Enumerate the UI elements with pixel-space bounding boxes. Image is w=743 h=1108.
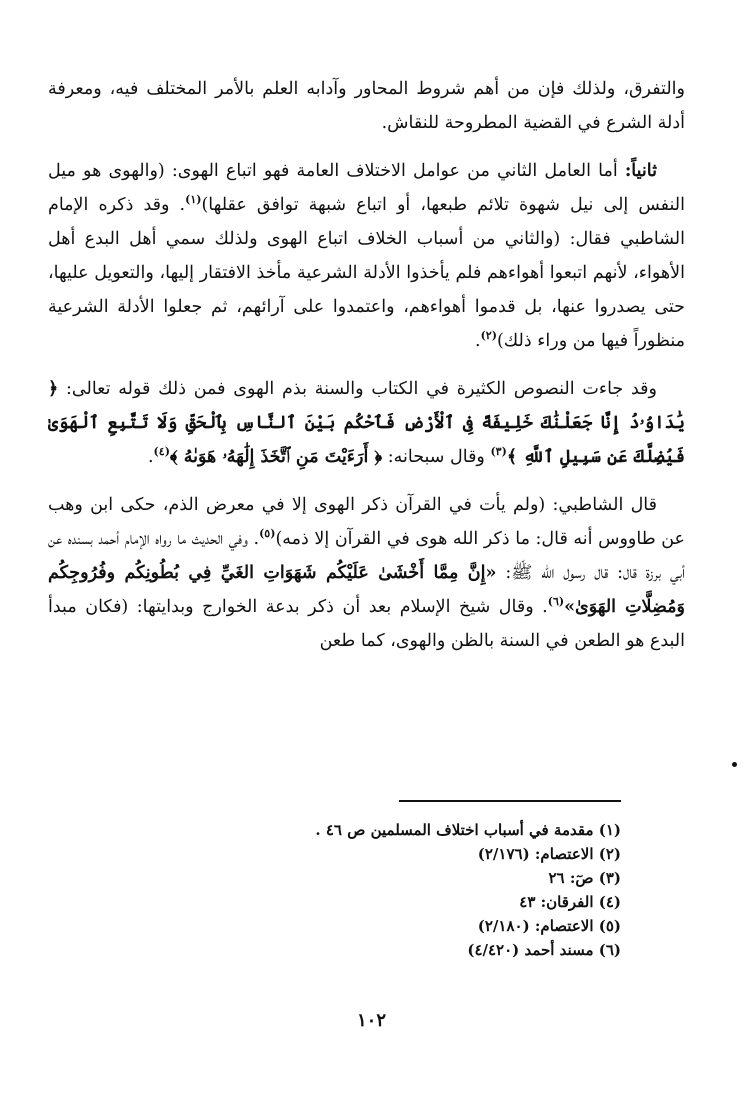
paragraph-3-text-2: وقال سبحانه: (382, 447, 491, 467)
footnote-ref-2[interactable]: (٢) (480, 329, 497, 343)
footnote-4: (٤) الفرقان: ٤٣ (519, 893, 621, 911)
footnote-5: (٥) الاعتصام: (٢/١٨٠) (477, 917, 621, 935)
paragraph-2 (48, 154, 685, 358)
footnote-1: (١) مقدمة في أسباب اختلاف المسلمين ص ٤٦ . (315, 821, 621, 839)
footnote-6: (٦) مسند أحمد (٤/٤٢٠) (467, 941, 621, 959)
section-heading-second: ثانياً: (624, 161, 657, 181)
paragraph-3-text-1: وقد جاءت النصوص الكثيرة في الكتاب والسنة بذم الهوى فمن ذلك قوله تعالى: (58, 379, 657, 399)
paragraph-2-end: . (475, 331, 481, 351)
paragraph-2-text-1: أما العامل الثاني من عوامل الاختلاف العامة فهو اتباع الهوى: (والهوى هو ميل النفس إلى نيل شهوة تلائم طبعها، أو اتباع شبهة توافق عقلها) (48, 161, 685, 215)
paragraph-4-text-3: . وقال شيخ الإسلام بعد أن ذكر بدعة الخوارج وبدايتها: (فكان مبدأ البدع هو الطعن في السنة بالظن والهوى، كما طعن (48, 597, 685, 651)
margin-dot (732, 762, 737, 767)
paragraph-3-end: . (147, 447, 154, 467)
footnote-divider (399, 800, 621, 802)
footnote-2: (٢) الاعتصام: (٢/١٧٦) (477, 845, 621, 863)
footnotes-list (48, 818, 621, 962)
paragraph-1 (48, 72, 685, 140)
footnote-ref-4[interactable]: (٤) (153, 445, 170, 459)
quran-verse-sad-26: ﴿ يَٰدَاوُۥدُ إِنَّا جَعَلْنَٰكَ خَلِيفَةً فِى ٱلْأَرْضِ فَٱحْكُم بَيْنَ ٱلنَّاسِ بِٱلْحَقِّ وَلَا تَتَّبِعِ ٱلْهَوَىٰ فَيُضِلَّكَ عَن سَبِيلِ ٱللَّهِ ﴾ (48, 379, 685, 467)
paragraph-1-text: والتفرق، ولذلك فإن من أهم شروط المحاور وآدابه العلم بالأمر المختلف فيه، ومعرفة أدلة الشرع في القضية المطروحة للنقاش. (48, 79, 685, 133)
footnote-ref-5[interactable]: (٥) (259, 527, 276, 541)
page-body (48, 72, 685, 658)
hadith-quote: «إِنَّ مِمَّا أَخْشَىٰ عَلَيْكُم شَهَوَاتِ الغَيِّ فِي بُطُونِكُم وفُرُوجِكُم وَمُضِلَّاتِ الهَوَىٰ» (48, 563, 685, 617)
paragraph-2-text-2: . وقد ذكره الإمام الشاطبي فقال: (والثاني من أسباب الخلاف اتباع الهوى ولذلك سمي أهل البدع أهل الأهواء، لأنهم اتبعوا أهواءهم فلم يأخذوا الأدلة الشرعية مأخذ الافتقار إليها، والتعويل عليها، حتى يصدروا عنها، بل قدموا أهواءهم، واعتمدوا على آرائهم، ثم جعلوا الأدلة الشرعية منظوراً فيها من وراء ذلك) (48, 195, 685, 351)
footnote-ref-3[interactable]: (٣) (490, 445, 507, 459)
footnote-ref-6[interactable]: (٦) (547, 595, 565, 609)
paragraph-4 (48, 488, 685, 658)
page-number: ١٠٢ (356, 1010, 386, 1031)
paragraph-4-text-2: . وفي الحديث ما رواه الإمام أحمد بسنده عن أبي برزة قال: قال رسول الله ﷺ: (48, 529, 685, 583)
paragraph-3 (48, 372, 685, 474)
paragraph-4-text-1: قال الشاطبي: (ولم يأت في القرآن ذكر الهوى إلا في معرض الذم، حكى ابن وهب عن طاووس أنه قال: ما ذكر الله هوى في القرآن إلا ذمه) (48, 495, 685, 549)
footnote-ref-1[interactable]: (١) (185, 193, 202, 207)
footnote-3: (٣) صٓ: ٢٦ (548, 869, 621, 887)
quran-verse-furqan-43: ﴿ أَرَءَيْتَ مَنِ ٱتَّخَذَ إِلَٰهَهُۥ هَوَىٰهُ ﴾ (169, 447, 383, 467)
